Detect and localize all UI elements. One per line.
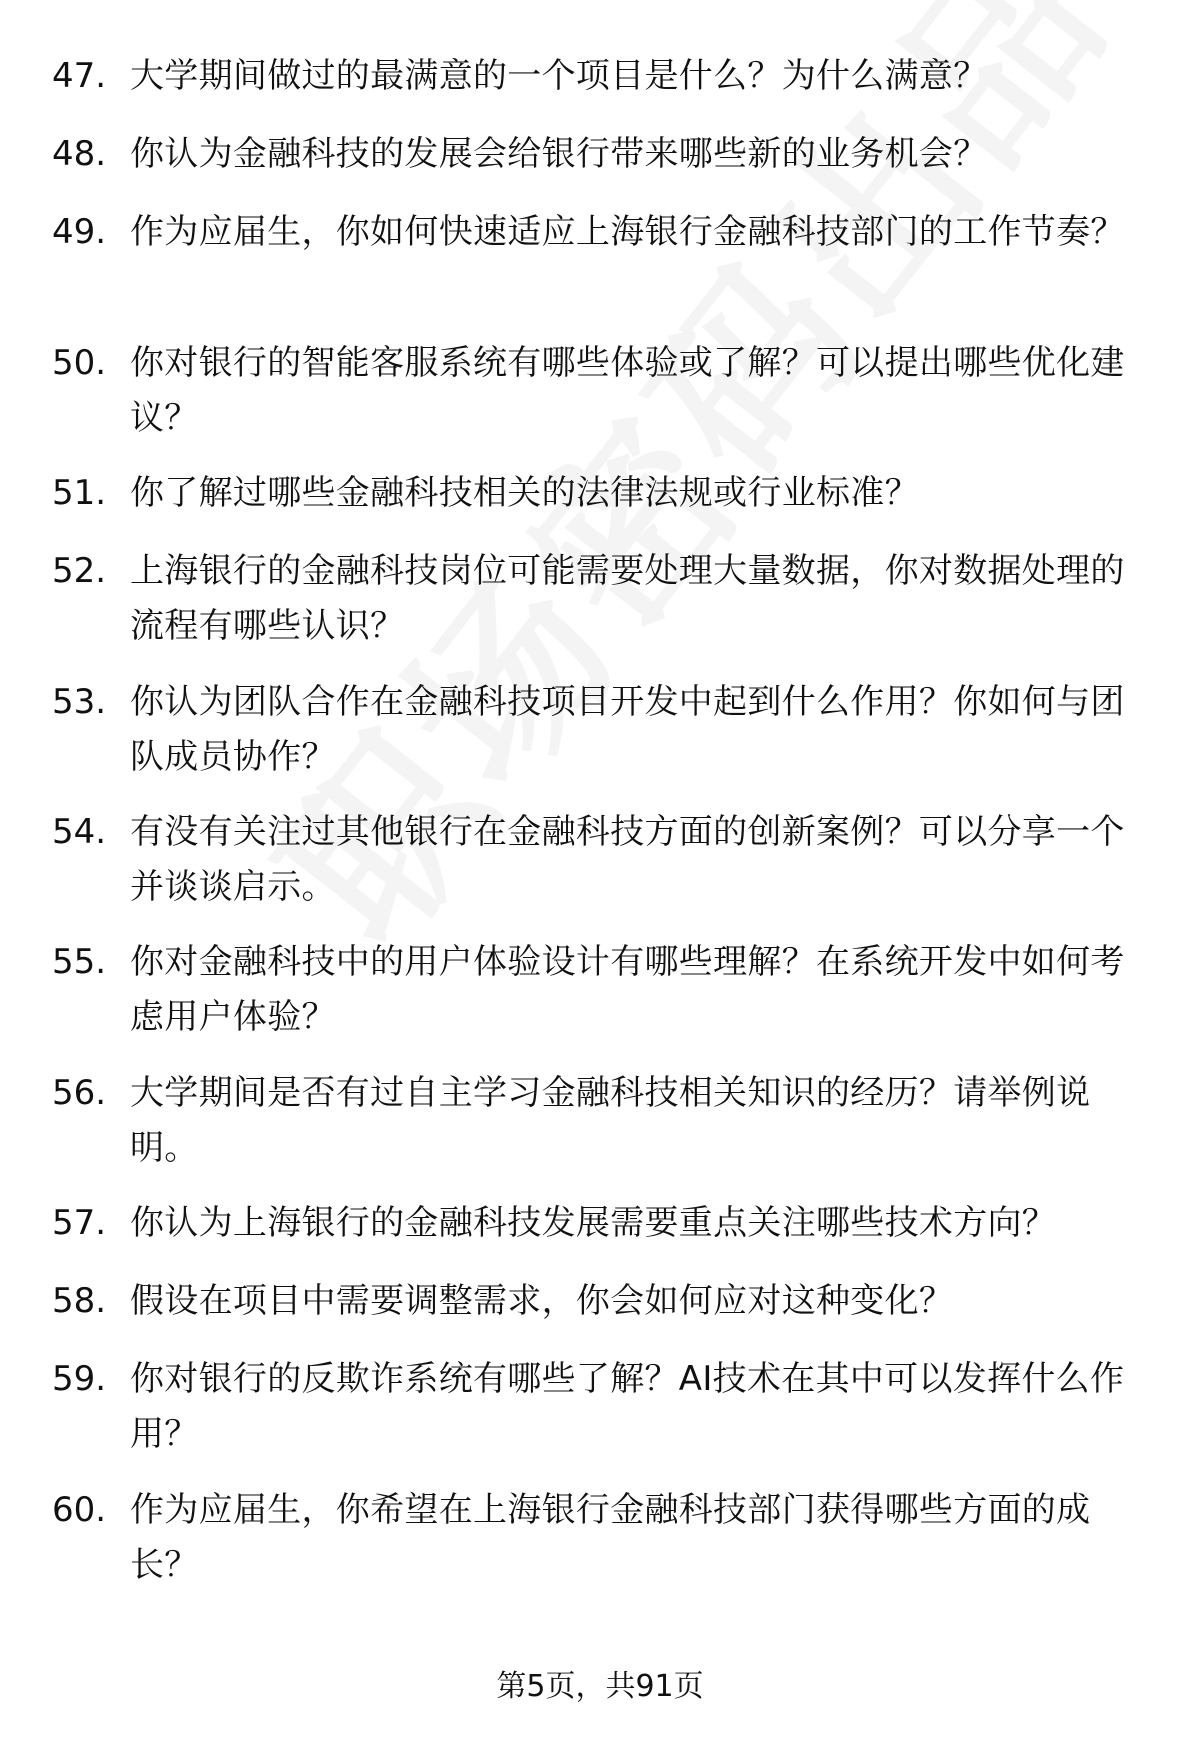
question-number: 49. bbox=[52, 212, 107, 252]
question-text: 你对银行的智能客服系统有哪些体验或了解？可以提出哪些优化建议？ bbox=[130, 343, 1125, 438]
question-number: 58. bbox=[52, 1281, 107, 1321]
question-number: 50. bbox=[52, 343, 107, 383]
question-text: 作为应届生，你如何快速适应上海银行金融科技部门的工作节奏？ bbox=[130, 212, 1125, 252]
question-number: 55. bbox=[52, 942, 107, 982]
question-text: 大学期间是否有过自主学习金融科技相关知识的经历？请举例说明。 bbox=[130, 1073, 1091, 1168]
question-text: 有没有关注过其他银行在金融科技方面的创新案例？可以分享一个并谈谈启示。 bbox=[130, 812, 1125, 907]
question-number: 57. bbox=[52, 1203, 107, 1243]
question-number: 48. bbox=[52, 134, 107, 174]
question-number: 47. bbox=[52, 56, 107, 96]
question-number: 53. bbox=[52, 682, 107, 722]
question-text: 假设在项目中需要调整需求，你会如何应对这种变化？ bbox=[130, 1281, 954, 1321]
question-text: 作为应届生，你希望在上海银行金融科技部门获得哪些方面的成长？ bbox=[130, 1490, 1091, 1585]
question-text: 你认为金融科技的发展会给银行带来哪些新的业务机会？ bbox=[130, 134, 988, 174]
question-number: 52. bbox=[52, 551, 107, 591]
question-number: 60. bbox=[52, 1490, 107, 1530]
page-number: 第5页，共91页 bbox=[496, 1669, 704, 1704]
question-text: 你对金融科技中的用户体验设计有哪些理解？在系统开发中如何考虑用户体验？ bbox=[130, 942, 1125, 1037]
question-text: 你对银行的反欺诈系统有哪些了解？AI技术在其中可以发挥什么作用？ bbox=[130, 1359, 1125, 1454]
question-text: 你认为上海银行的金融科技发展需要重点关注哪些技术方向？ bbox=[130, 1203, 1057, 1243]
question-text: 上海银行的金融科技岗位可能需要处理大量数据，你对数据处理的流程有哪些认识？ bbox=[130, 551, 1125, 646]
question-number: 56. bbox=[52, 1073, 107, 1113]
question-number: 59. bbox=[52, 1359, 107, 1399]
question-text: 大学期间做过的最满意的一个项目是什么？为什么满意？ bbox=[130, 56, 988, 96]
question-text: 你认为团队合作在金融科技项目开发中起到什么作用？你如何与团队成员协作？ bbox=[130, 682, 1125, 777]
question-number: 51. bbox=[52, 473, 107, 513]
question-number: 54. bbox=[52, 812, 107, 852]
question-text: 你了解过哪些金融科技相关的法律法规或行业标准？ bbox=[130, 473, 919, 513]
